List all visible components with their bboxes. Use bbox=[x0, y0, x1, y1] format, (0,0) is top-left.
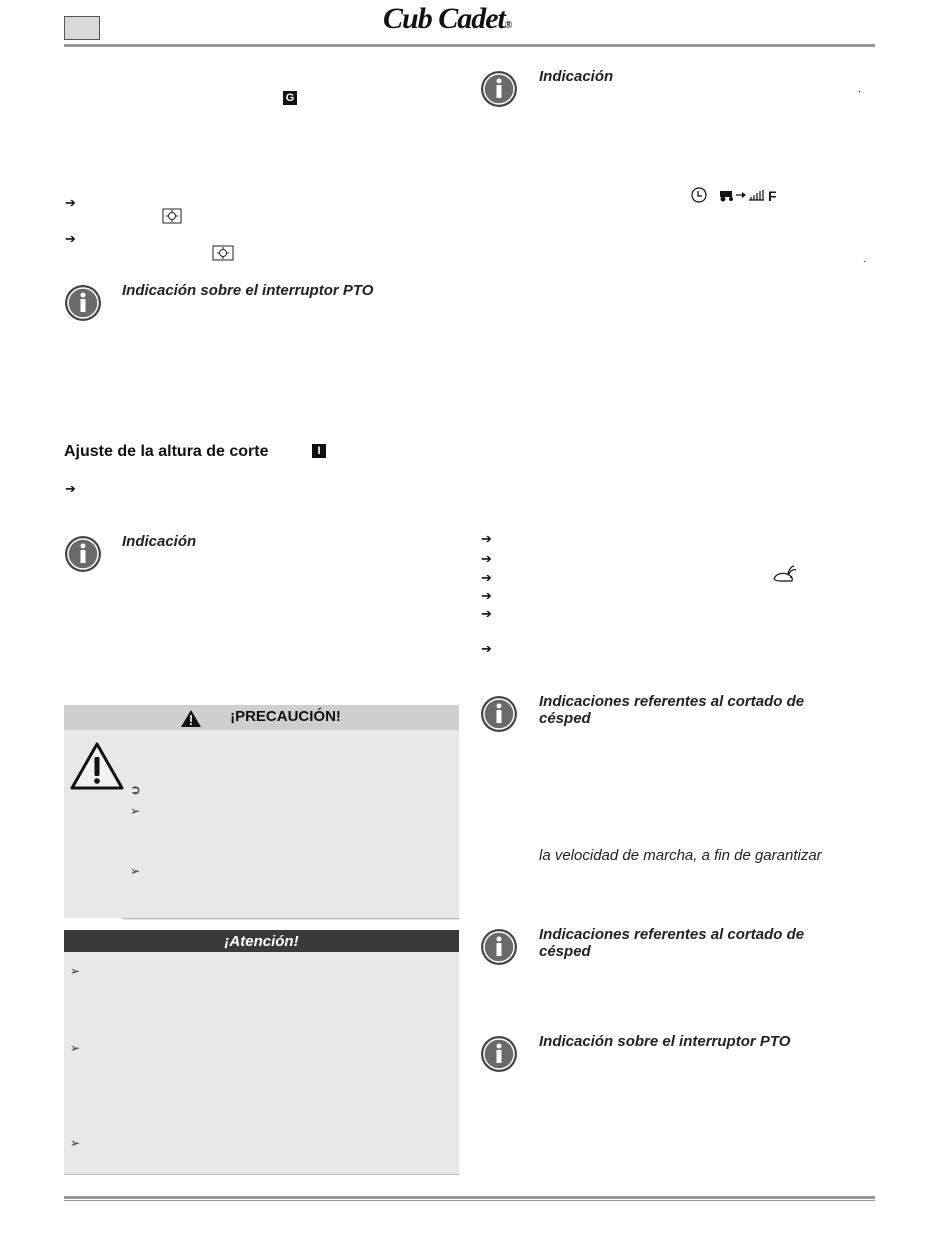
caution-bottom-rule bbox=[122, 918, 459, 919]
chevron-bullet: ➢ bbox=[130, 864, 141, 878]
info-icon bbox=[480, 70, 518, 108]
hare-icon bbox=[770, 563, 798, 585]
attention-panel bbox=[64, 930, 459, 1175]
header-rule bbox=[64, 44, 875, 47]
chevron-bullet: ➢ bbox=[70, 1041, 81, 1055]
info-icon bbox=[64, 284, 102, 322]
arrow-bullet: ➔ bbox=[65, 231, 76, 246]
chevron-bullet: ➢ bbox=[70, 964, 81, 978]
stray-dot: . bbox=[863, 254, 866, 265]
page-number-box bbox=[64, 16, 100, 40]
stray-dot: . bbox=[858, 84, 861, 95]
info-icon bbox=[480, 695, 518, 733]
figure-ref-i: I bbox=[312, 444, 326, 458]
figure-ref-f: F bbox=[768, 188, 777, 204]
note-title-mowing-1: Indicaciones referentes al cortado de césped bbox=[539, 693, 805, 727]
note-title-indicacion-right: Indicación bbox=[539, 68, 614, 85]
return-bullet: ➲ bbox=[130, 782, 141, 797]
footer-rule bbox=[64, 1196, 875, 1199]
arrow-bullet: ➔ bbox=[481, 570, 492, 585]
arrow-bullet: ➔ bbox=[481, 588, 492, 603]
clock-icon bbox=[691, 187, 707, 203]
footer-rule-thin bbox=[64, 1200, 875, 1201]
chevron-bullet: ➢ bbox=[70, 1136, 81, 1150]
tractor-icon bbox=[718, 188, 766, 202]
note-title-indicacion: Indicación bbox=[122, 533, 197, 550]
arrow-bullet: ➔ bbox=[481, 606, 492, 621]
brand-logo: Cub Cadet® bbox=[383, 2, 512, 35]
arrow-bullet: ➔ bbox=[481, 551, 492, 566]
attention-title: ¡Atención! bbox=[224, 933, 299, 950]
chevron-bullet: ➢ bbox=[130, 804, 141, 818]
note-title-pto: Indicación sobre el interruptor PTO bbox=[122, 282, 374, 299]
arrow-bullet: ➔ bbox=[65, 195, 76, 210]
section-heading-cut-height: Ajuste de la altura de corte bbox=[64, 443, 269, 460]
caution-corner-notch bbox=[64, 918, 122, 920]
pto-disengage-icon bbox=[212, 245, 234, 261]
pto-engage-icon bbox=[162, 208, 182, 224]
figure-ref-g: G bbox=[283, 91, 297, 105]
caution-panel bbox=[64, 705, 459, 920]
arrow-bullet: ➔ bbox=[65, 481, 76, 496]
note-title-mowing-2: Indicaciones referentes al cortado de césped bbox=[539, 926, 805, 960]
body-text-speed: la velocidad de marcha, a fin de garantizar bbox=[539, 847, 822, 864]
info-icon bbox=[480, 1035, 518, 1073]
info-icon bbox=[64, 535, 102, 573]
note-title-pto-right: Indicación sobre el interruptor PTO bbox=[539, 1033, 791, 1050]
arrow-bullet: ➔ bbox=[481, 531, 492, 546]
caution-title: ¡PRECAUCIÓN! bbox=[230, 708, 341, 725]
info-icon bbox=[480, 928, 518, 966]
arrow-bullet: ➔ bbox=[481, 641, 492, 656]
warning-triangle-icon bbox=[69, 741, 125, 791]
